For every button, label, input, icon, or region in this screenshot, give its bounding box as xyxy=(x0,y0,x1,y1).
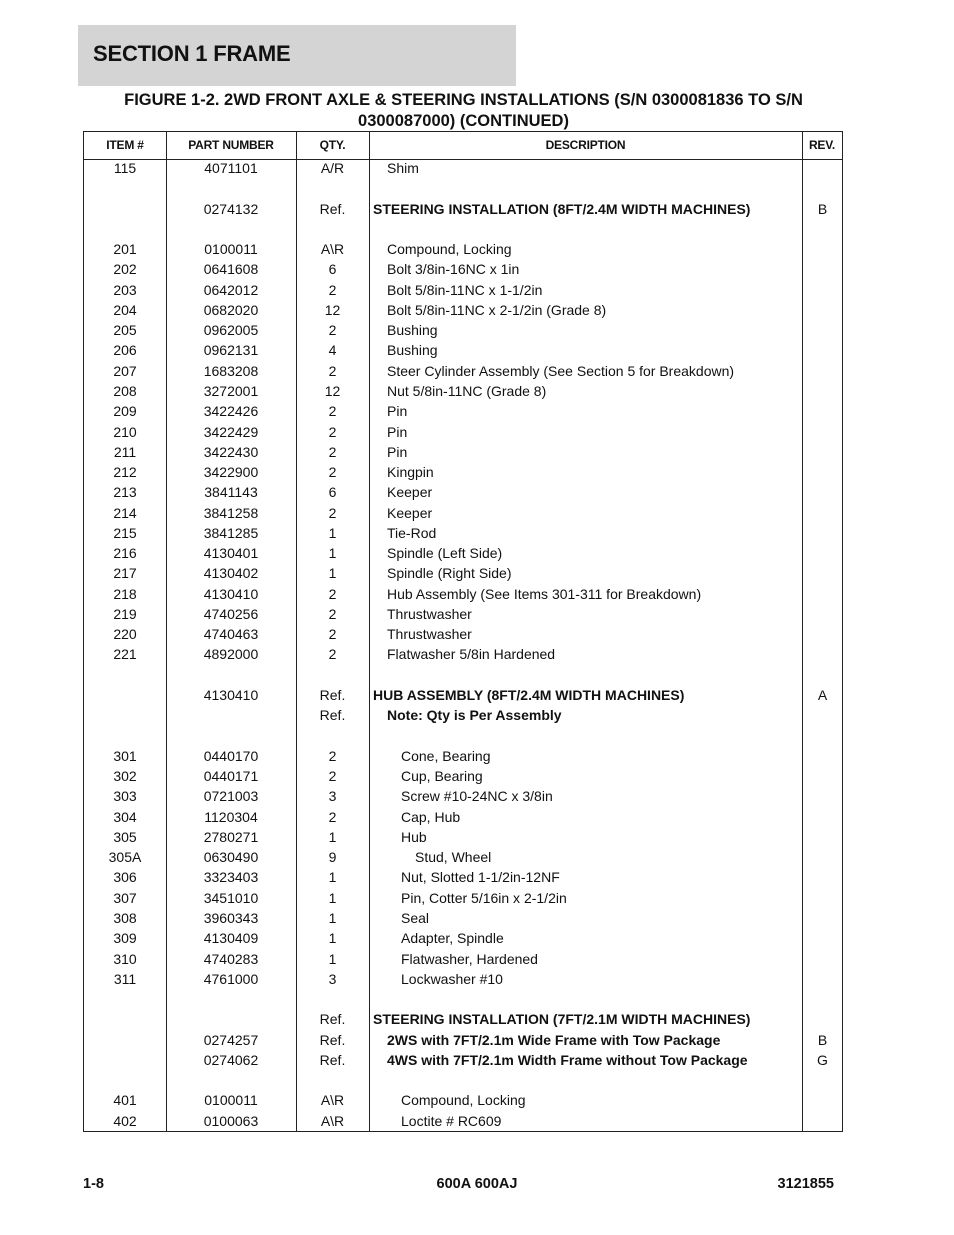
cell-qty: 12 xyxy=(324,301,341,318)
cell-part-number: 0274062 xyxy=(203,1051,259,1068)
cell-qty: 2 xyxy=(328,403,337,420)
cell-item: 305A xyxy=(108,849,142,866)
table-row xyxy=(84,340,842,360)
table-row xyxy=(84,807,842,827)
cell-part-number: 4130410 xyxy=(203,687,259,704)
cell-qty: Ref. xyxy=(319,200,346,217)
footer-doc-number: 3121855 xyxy=(777,1176,834,1192)
cell-description: Hub Assembly (See Items 301-311 for Breakdown) xyxy=(387,585,702,602)
cell-item: 115 xyxy=(113,160,137,176)
cell-part-number: 3841258 xyxy=(203,504,259,521)
table-row xyxy=(84,746,842,766)
cell-qty: 6 xyxy=(328,484,337,501)
cell-item: 211 xyxy=(113,443,137,460)
cell-item: 219 xyxy=(113,605,137,622)
cell-description: 2WS with 7FT/2.1m Wide Frame with Tow Package xyxy=(387,1031,721,1048)
cell-item: 208 xyxy=(113,382,137,399)
cell-qty: 2 xyxy=(328,464,337,481)
table-row xyxy=(84,300,842,320)
cell-item: 213 xyxy=(113,484,137,501)
cell-item: 221 xyxy=(113,646,137,663)
cell-qty: 1 xyxy=(328,565,337,582)
header-rev: REV. xyxy=(808,138,836,152)
cell-qty: 3 xyxy=(328,970,337,987)
cell-item: 205 xyxy=(113,322,137,339)
cell-qty: A\R xyxy=(320,1112,345,1129)
cell-part-number: 3272001 xyxy=(203,382,259,399)
figure-title: FIGURE 1-2. 2WD FRONT AXLE & STEERING INSTALLATIONS (S/N 0300081836 TO S/N 0300087000) (CONTINUED) xyxy=(124,91,803,130)
table-row xyxy=(84,969,842,989)
cell-description: Pin xyxy=(387,423,408,440)
cell-description: Loctite # RC609 xyxy=(401,1112,502,1129)
cell-qty: 2 xyxy=(328,322,337,339)
table-row xyxy=(84,199,842,219)
cell-qty: Ref. xyxy=(319,1011,346,1028)
cell-part-number: 0682020 xyxy=(203,301,259,318)
cell-part-number: 0274132 xyxy=(203,200,259,217)
cell-description: Cone, Bearing xyxy=(401,747,491,764)
cell-description: Keeper xyxy=(387,504,433,521)
cell-rev: G xyxy=(817,1051,828,1068)
cell-item: 210 xyxy=(113,423,137,440)
footer-page-number: 1-8 xyxy=(83,1176,104,1192)
cell-description: Nut, Slotted 1-1/2in-12NF xyxy=(401,869,560,886)
cell-item: 215 xyxy=(113,524,137,541)
cell-qty: 2 xyxy=(328,443,337,460)
cell-qty: 2 xyxy=(328,362,337,379)
table-row xyxy=(84,705,842,725)
cell-qty: 2 xyxy=(328,808,337,825)
cell-part-number: 0100011 xyxy=(204,241,258,258)
table-row xyxy=(84,543,842,563)
cell-description: Screw #10-24NC x 3/8in xyxy=(401,788,553,805)
cell-qty: 1 xyxy=(328,930,337,947)
table-row xyxy=(84,685,842,705)
table-row xyxy=(84,503,842,523)
cell-part-number: 1120304 xyxy=(204,808,258,825)
cell-part-number: 0642012 xyxy=(203,281,259,298)
table-row xyxy=(84,867,842,887)
cell-item: 214 xyxy=(113,504,137,521)
parts-table xyxy=(83,131,843,1132)
cell-part-number: 2780271 xyxy=(203,828,259,845)
cell-qty: 2 xyxy=(328,423,337,440)
table-row xyxy=(84,563,842,583)
cell-qty: 2 xyxy=(328,768,337,785)
table-row xyxy=(84,361,842,381)
table-row xyxy=(84,280,842,300)
table-row xyxy=(84,320,842,340)
cell-qty: 2 xyxy=(328,504,337,521)
table-row xyxy=(84,847,842,867)
table-row xyxy=(84,1030,842,1050)
table-row xyxy=(84,158,842,178)
table-row xyxy=(84,482,842,502)
table-row xyxy=(84,604,842,624)
cell-description: Thrustwasher xyxy=(387,626,472,643)
cell-description: Bushing xyxy=(387,342,438,359)
cell-description: Shim xyxy=(387,160,419,176)
cell-part-number: 3960343 xyxy=(203,909,259,926)
cell-description: STEERING INSTALLATION (8FT/2.4M WIDTH MACHINES) xyxy=(373,200,751,217)
cell-description: Flatwasher, Hardened xyxy=(401,950,538,967)
cell-part-number: 3841143 xyxy=(204,484,258,501)
table-row xyxy=(84,644,842,664)
cell-part-number: 4130402 xyxy=(203,565,259,582)
cell-rev: B xyxy=(817,1031,828,1048)
cell-item: 216 xyxy=(113,545,137,562)
cell-part-number: 3323403 xyxy=(203,869,259,886)
cell-description: Spindle (Right Side) xyxy=(387,565,512,582)
cell-item: 301 xyxy=(113,747,137,764)
cell-part-number: 3422900 xyxy=(203,464,259,481)
cell-description: Pin xyxy=(387,443,408,460)
cell-item: 402 xyxy=(113,1112,137,1129)
table-row xyxy=(84,624,842,644)
table-row xyxy=(84,1009,842,1029)
cell-description: Bushing xyxy=(387,322,438,339)
cell-part-number: 4130409 xyxy=(203,930,259,947)
cell-part-number: 0721003 xyxy=(203,788,259,805)
cell-qty: 1 xyxy=(328,524,337,541)
header-qty: QTY. xyxy=(319,138,346,152)
cell-qty: 2 xyxy=(328,747,337,764)
cell-description: Nut 5/8in-11NC (Grade 8) xyxy=(387,382,547,399)
cell-description: Hub xyxy=(401,828,427,845)
cell-item: 311 xyxy=(113,970,137,987)
table-row xyxy=(84,1090,842,1110)
cell-qty: Ref. xyxy=(319,1051,346,1068)
table-row xyxy=(84,949,842,969)
cell-description: Seal xyxy=(401,909,430,926)
cell-part-number: 3841285 xyxy=(203,524,259,541)
cell-part-number: 3422430 xyxy=(203,443,259,460)
cell-description: Bolt 5/8in-11NC x 2-1/2in (Grade 8) xyxy=(387,301,607,318)
cell-part-number: 0641608 xyxy=(203,261,259,278)
cell-item: 207 xyxy=(113,362,137,379)
cell-qty: 9 xyxy=(328,849,337,866)
cell-part-number: 0440171 xyxy=(203,768,259,785)
cell-description: Pin xyxy=(387,403,408,420)
cell-qty: 1 xyxy=(328,545,337,562)
cell-part-number: 0274257 xyxy=(203,1031,259,1048)
cell-description: Tie-Rod xyxy=(387,524,437,541)
cell-qty: 12 xyxy=(324,382,341,399)
table-row xyxy=(84,1050,842,1070)
cell-part-number: 4740463 xyxy=(203,626,259,643)
cell-description: Note: Qty is Per Assembly xyxy=(387,707,562,724)
cell-item: 202 xyxy=(113,261,137,278)
cell-item: 308 xyxy=(113,909,137,926)
cell-qty: A\R xyxy=(320,1092,345,1109)
cell-part-number: 0630490 xyxy=(203,849,259,866)
cell-qty: 2 xyxy=(328,281,337,298)
cell-description: HUB ASSEMBLY (8FT/2.4M WIDTH MACHINES) xyxy=(373,687,685,704)
cell-part-number: 4892000 xyxy=(203,646,259,663)
cell-qty: Ref. xyxy=(319,707,346,724)
cell-item: 305 xyxy=(113,828,137,845)
cell-description: Thrustwasher xyxy=(387,605,472,622)
cell-qty: 1 xyxy=(328,828,337,845)
table-row xyxy=(84,786,842,806)
cell-description: Bolt 5/8in-11NC x 1-1/2in xyxy=(387,281,543,298)
cell-description: Spindle (Left Side) xyxy=(387,545,503,562)
cell-item: 209 xyxy=(113,403,137,420)
cell-item: 310 xyxy=(113,950,137,967)
cell-part-number: 3422429 xyxy=(203,423,259,440)
cell-item: 217 xyxy=(113,565,137,582)
cell-qty: A\R xyxy=(320,241,345,258)
cell-description: Cup, Bearing xyxy=(401,768,483,785)
cell-qty: 6 xyxy=(328,261,337,278)
cell-item: 304 xyxy=(113,808,137,825)
cell-item: 206 xyxy=(113,342,137,359)
cell-item: 309 xyxy=(113,930,137,947)
table-row xyxy=(84,381,842,401)
section-title: SECTION 1 FRAME xyxy=(93,41,291,66)
cell-item: 201 xyxy=(113,241,137,258)
table-row xyxy=(84,259,842,279)
cell-part-number: 0962131 xyxy=(203,342,259,359)
cell-item: 306 xyxy=(113,869,137,886)
cell-qty: 1 xyxy=(328,950,337,967)
cell-qty: 2 xyxy=(328,585,337,602)
cell-description: Keeper xyxy=(387,484,433,501)
table-row xyxy=(84,928,842,948)
cell-description: Adapter, Spindle xyxy=(401,930,504,947)
header-description: DESCRIPTION xyxy=(545,138,626,152)
cell-item: 204 xyxy=(113,301,137,318)
cell-part-number: 4740283 xyxy=(203,950,259,967)
cell-qty: 1 xyxy=(328,869,337,886)
cell-qty: 3 xyxy=(328,788,337,805)
footer-model: 600A 600AJ xyxy=(436,1176,518,1192)
cell-part-number: 4130410 xyxy=(203,585,259,602)
header-part-number: PART NUMBER xyxy=(188,138,274,152)
table-row xyxy=(84,584,842,604)
cell-item: 212 xyxy=(113,464,137,481)
table-row xyxy=(84,1111,842,1131)
cell-description: Stud, Wheel xyxy=(415,849,492,866)
table-row xyxy=(84,523,842,543)
cell-description: Cap, Hub xyxy=(401,808,461,825)
table-row xyxy=(84,442,842,462)
cell-rev: A xyxy=(817,687,828,704)
table-row xyxy=(84,239,842,259)
cell-item: 220 xyxy=(113,626,137,643)
cell-qty: 2 xyxy=(328,626,337,643)
cell-rev: B xyxy=(817,200,828,217)
cell-part-number: 3451010 xyxy=(203,889,259,906)
cell-item: 303 xyxy=(113,788,137,805)
table-row xyxy=(84,462,842,482)
cell-part-number: 4130401 xyxy=(203,545,259,562)
cell-part-number: 0100063 xyxy=(203,1112,259,1129)
cell-qty: A/R xyxy=(320,160,345,176)
table-row xyxy=(84,766,842,786)
cell-qty: Ref. xyxy=(319,687,346,704)
cell-part-number: 3422426 xyxy=(203,403,259,420)
cell-part-number: 0440170 xyxy=(203,747,259,764)
cell-item: 401 xyxy=(113,1092,137,1109)
cell-qty: 4 xyxy=(328,342,337,359)
cell-qty: 2 xyxy=(328,646,337,663)
cell-qty: Ref. xyxy=(319,1031,346,1048)
cell-part-number: 4071101 xyxy=(204,160,258,176)
table-row xyxy=(84,401,842,421)
cell-description: Pin, Cotter 5/16in x 2-1/2in xyxy=(401,889,567,906)
table-row xyxy=(84,908,842,928)
cell-part-number: 1683208 xyxy=(203,362,259,379)
cell-qty: 1 xyxy=(328,889,337,906)
table-row xyxy=(84,888,842,908)
cell-description: 4WS with 7FT/2.1m Width Frame without Tow Package xyxy=(387,1051,748,1068)
cell-description: STEERING INSTALLATION (7FT/2.1M WIDTH MACHINES) xyxy=(373,1011,751,1028)
cell-part-number: 0100011 xyxy=(204,1092,258,1109)
table-row xyxy=(84,827,842,847)
cell-part-number: 4761000 xyxy=(203,970,259,987)
cell-description: Compound, Locking xyxy=(387,241,512,258)
cell-item: 203 xyxy=(113,281,137,298)
cell-description: Compound, Locking xyxy=(401,1092,526,1109)
cell-description: Flatwasher 5/8in Hardened xyxy=(387,646,556,663)
cell-description: Lockwasher #10 xyxy=(401,970,503,987)
cell-item: 302 xyxy=(113,768,137,785)
header-item: ITEM # xyxy=(106,138,144,152)
cell-part-number: 0962005 xyxy=(203,322,259,339)
cell-item: 307 xyxy=(113,889,137,906)
table-row xyxy=(84,422,842,442)
cell-description: Steer Cylinder Assembly (See Section 5 for Breakdown) xyxy=(387,362,735,379)
cell-qty: 1 xyxy=(328,909,337,926)
cell-description: Kingpin xyxy=(387,464,434,481)
cell-description: Bolt 3/8in-16NC x 1in xyxy=(387,261,520,278)
cell-part-number: 4740256 xyxy=(203,605,259,622)
cell-qty: 2 xyxy=(328,605,337,622)
cell-item: 218 xyxy=(113,585,137,602)
